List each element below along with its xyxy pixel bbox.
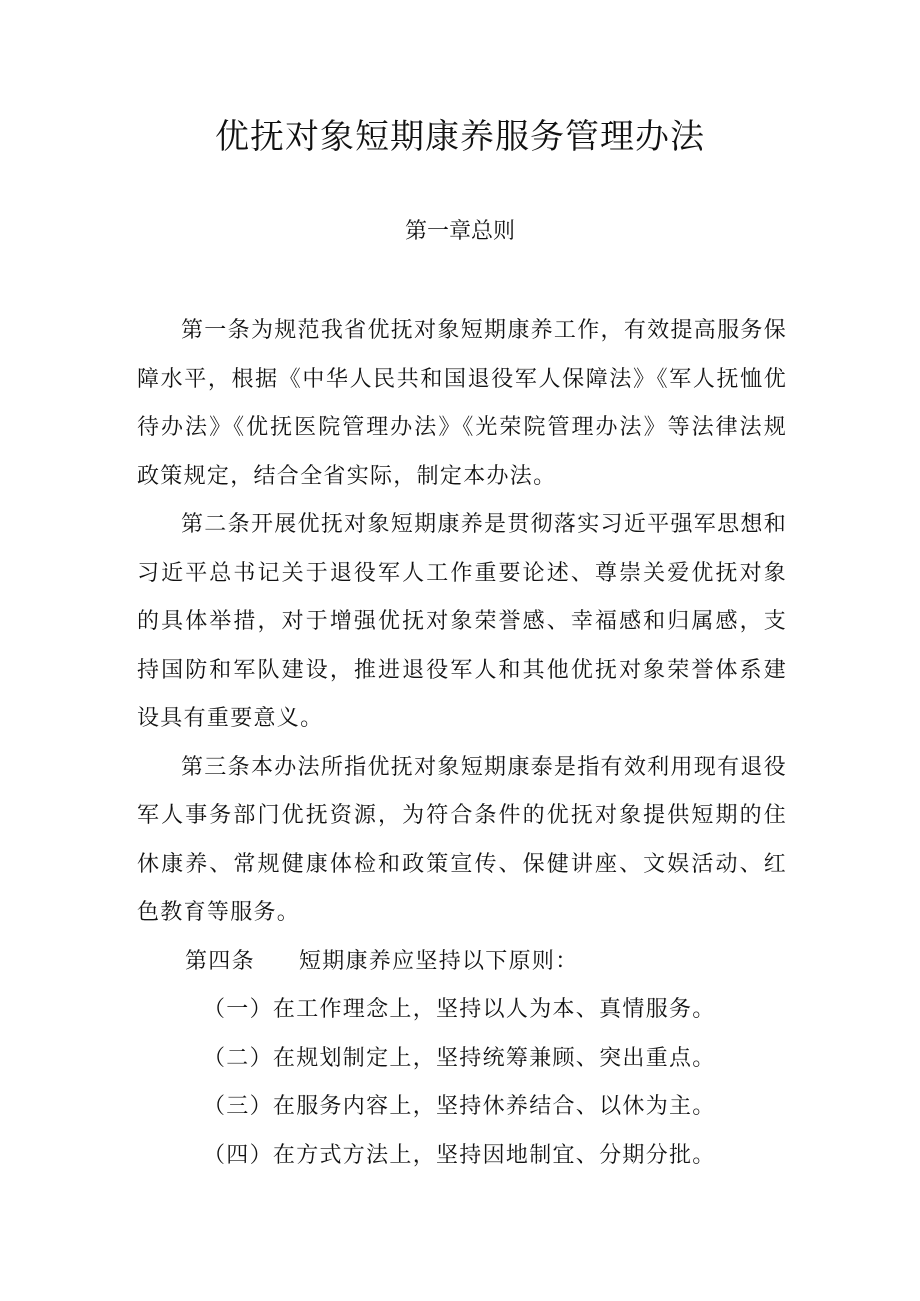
article-label: 第二条 — [181, 512, 251, 537]
article-4 — [137, 938, 787, 987]
article-1 — [137, 307, 787, 501]
article-text: 开展优抚对象短期康养是贯彻落实习近平强军思想和习近平总书记关于退役军人工作重要论述、尊崇关爱优抚对象的具体举措，对于增强优抚对象荣誉感、幸福感和归属感，支持国防和军队建设，推进退役军人和其他优抚对象荣誉体系建设具有重要意义。 — [137, 512, 788, 731]
article-text: 本办法所指优抚对象短期康泰是指有效利用现有退役军人事务部门优抚资源，为符合条件的优抚对象提供短期的住休康养、常规健康体检和政策宣传、保健讲座、文娱活动、红色教育等服务。 — [137, 754, 788, 925]
article-label: 第三条 — [181, 754, 251, 780]
article-label: 第一条 — [181, 318, 251, 343]
article-text: 为规范我省优抚对象短期康养工作，有效提高服务保障水平，根据《中华人民共和国退役军人保障法》《军人抚恤优待办法》《优抚医院管理办法》《光荣院管理办法》等法律法规政策规定，结合全省实际，制定本办法。 — [137, 318, 788, 489]
principle-item: （一）在工作理念上，坚持以人为本、真情服务。 — [203, 997, 716, 1022]
article-label: 第四条 — [185, 948, 255, 974]
document-title: 优抚对象短期康养服务管理办法 — [215, 117, 705, 157]
document-body — [137, 307, 787, 1180]
principle-item: （二）在规划制定上，坚持统筹兼顾、突出重点。 — [203, 1045, 716, 1071]
principle-item: （三）在服务内容上，坚持休养结合、以休为主。 — [203, 1094, 716, 1119]
chapter-heading: 第一章总则 — [404, 219, 515, 244]
article-3 — [137, 744, 787, 938]
principle-item: （四）在方式方法上，坚持因地制宜、分期分批。 — [203, 1142, 716, 1168]
article-2 — [137, 501, 787, 744]
article-text: 短期康养应坚持以下原则： — [298, 948, 579, 974]
